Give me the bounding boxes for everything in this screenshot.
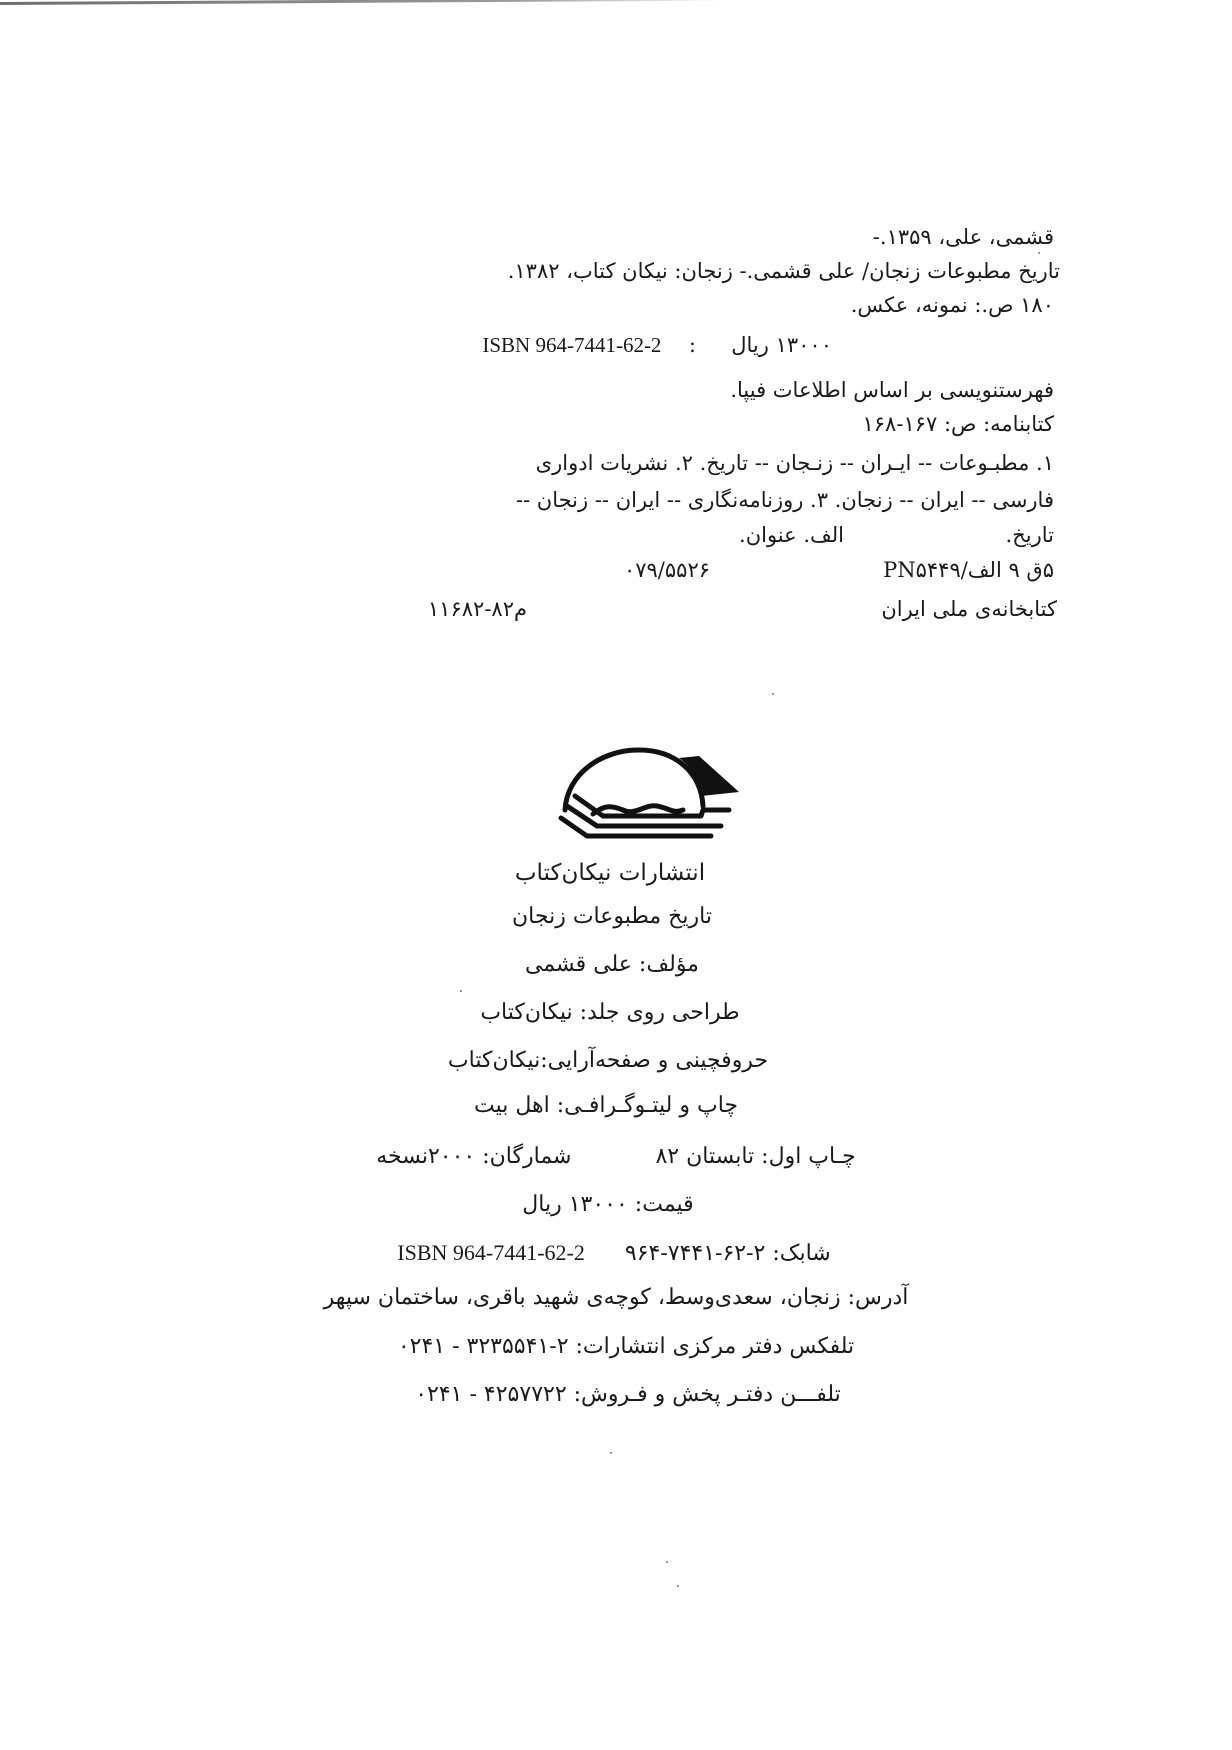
scan-speck — [666, 1561, 668, 1563]
cip-price-isbn — [482, 330, 832, 360]
sales-phone: تلفـــن دفتـر پخش و فـروش: ۴۲۵۷۷۲۲ - ۰۲۴۱ — [415, 1382, 841, 1407]
scan-edge-line — [0, 0, 730, 5]
scan-speck — [460, 990, 462, 992]
cip-bibliography: کتابنامه: ص: ۱۶۷-۱۶۸ — [862, 412, 1054, 436]
price: قیمت: ۱۳۰۰۰ ریال — [522, 1192, 694, 1217]
scan-speck — [610, 1452, 612, 1454]
cip-pages: ۱۸۰ ص.: نمونه، عکس. — [850, 293, 1054, 317]
telefax: تلفکس دفتر مرکزی انتشارات: ۲-۳۲۳۵۵۴۱ - ۰۲۴۱ — [397, 1334, 855, 1359]
scan-speck — [772, 693, 774, 695]
first-edition: چـاپ اول: تابستان ۸۲ — [655, 1144, 856, 1169]
isbn-persian: شابک: ۲-۶۲-۷۴۴۱-۹۶۴ — [624, 1241, 831, 1266]
cip-price: ۱۳۰۰۰ ریال — [731, 333, 832, 357]
cip-subject-line: ۱. مطبـوعات -- ایـران -- زنـجان -- تاریخ. ۲. نشریات ادواری — [535, 451, 1054, 475]
nikan-ketab-logo-icon — [553, 744, 739, 840]
print-run: شمارگان: ۲۰۰۰نسخه — [376, 1144, 572, 1169]
scan-speck — [677, 1585, 679, 1587]
typesetting-credit: حروفچینی و صفحه‌آرایی:نیکان‌کتاب — [447, 1048, 769, 1073]
cip-subject-line: تاریخ. — [1005, 523, 1054, 547]
author-credit: مؤلف: علی قشمی — [525, 952, 699, 977]
edition-line — [0, 1142, 1232, 1172]
cip-library-number: م۸۲-۱۱۶۸۲ — [427, 597, 527, 621]
isbn-line — [0, 1238, 1230, 1269]
cip-fipa-note: فهرستنویسی بر اساس اطلاعات فیپا. — [730, 378, 1054, 402]
cip-subject-line: فارسی -- ایران -- زنجان. ۳. روزنامه‌نگاری -- ایران -- زنجان -- — [515, 488, 1054, 512]
cip-title: تاریخ مطبوعات زنجان/ علی قشمی.- زنجان: نیکان کتاب، ۱۳۸۲. — [507, 259, 1060, 283]
cip-call-number-lc: ۵ق ۹ الف/PN۵۴۴۹ — [883, 558, 1054, 582]
cip-separator: : — [688, 333, 696, 357]
cip-author: قشمی، علی، ۱۳۵۹.- — [872, 225, 1054, 249]
cover-design-credit: طراحی روی جلد: نیکان‌کتاب — [480, 1000, 740, 1025]
cip-library: کتابخانه‌ی ملی ایران — [881, 597, 1057, 621]
address: آدرس: زنجان، سعدی‌وسط، کوچه‌ی شهید باقری، ساختمان سپهر — [323, 1285, 909, 1310]
cip-isbn: ISBN 964-7441-62-2 — [482, 333, 662, 357]
printing-credit: چاپ و لیتـوگـرافـی: اهل بیت — [473, 1093, 739, 1118]
cip-title-entry: الف. عنوان. — [739, 523, 844, 547]
book-title: تاریخ مطبوعات زنجان — [512, 904, 712, 929]
isbn-latin: ISBN 964-7441-62-2 — [397, 1240, 585, 1265]
publisher-name: انتشارات نیکان‌کتاب — [514, 860, 706, 886]
cip-call-number-dewey: ۰۷۹/۵۵۲۶ — [623, 558, 710, 582]
scan-speck — [1038, 252, 1040, 254]
